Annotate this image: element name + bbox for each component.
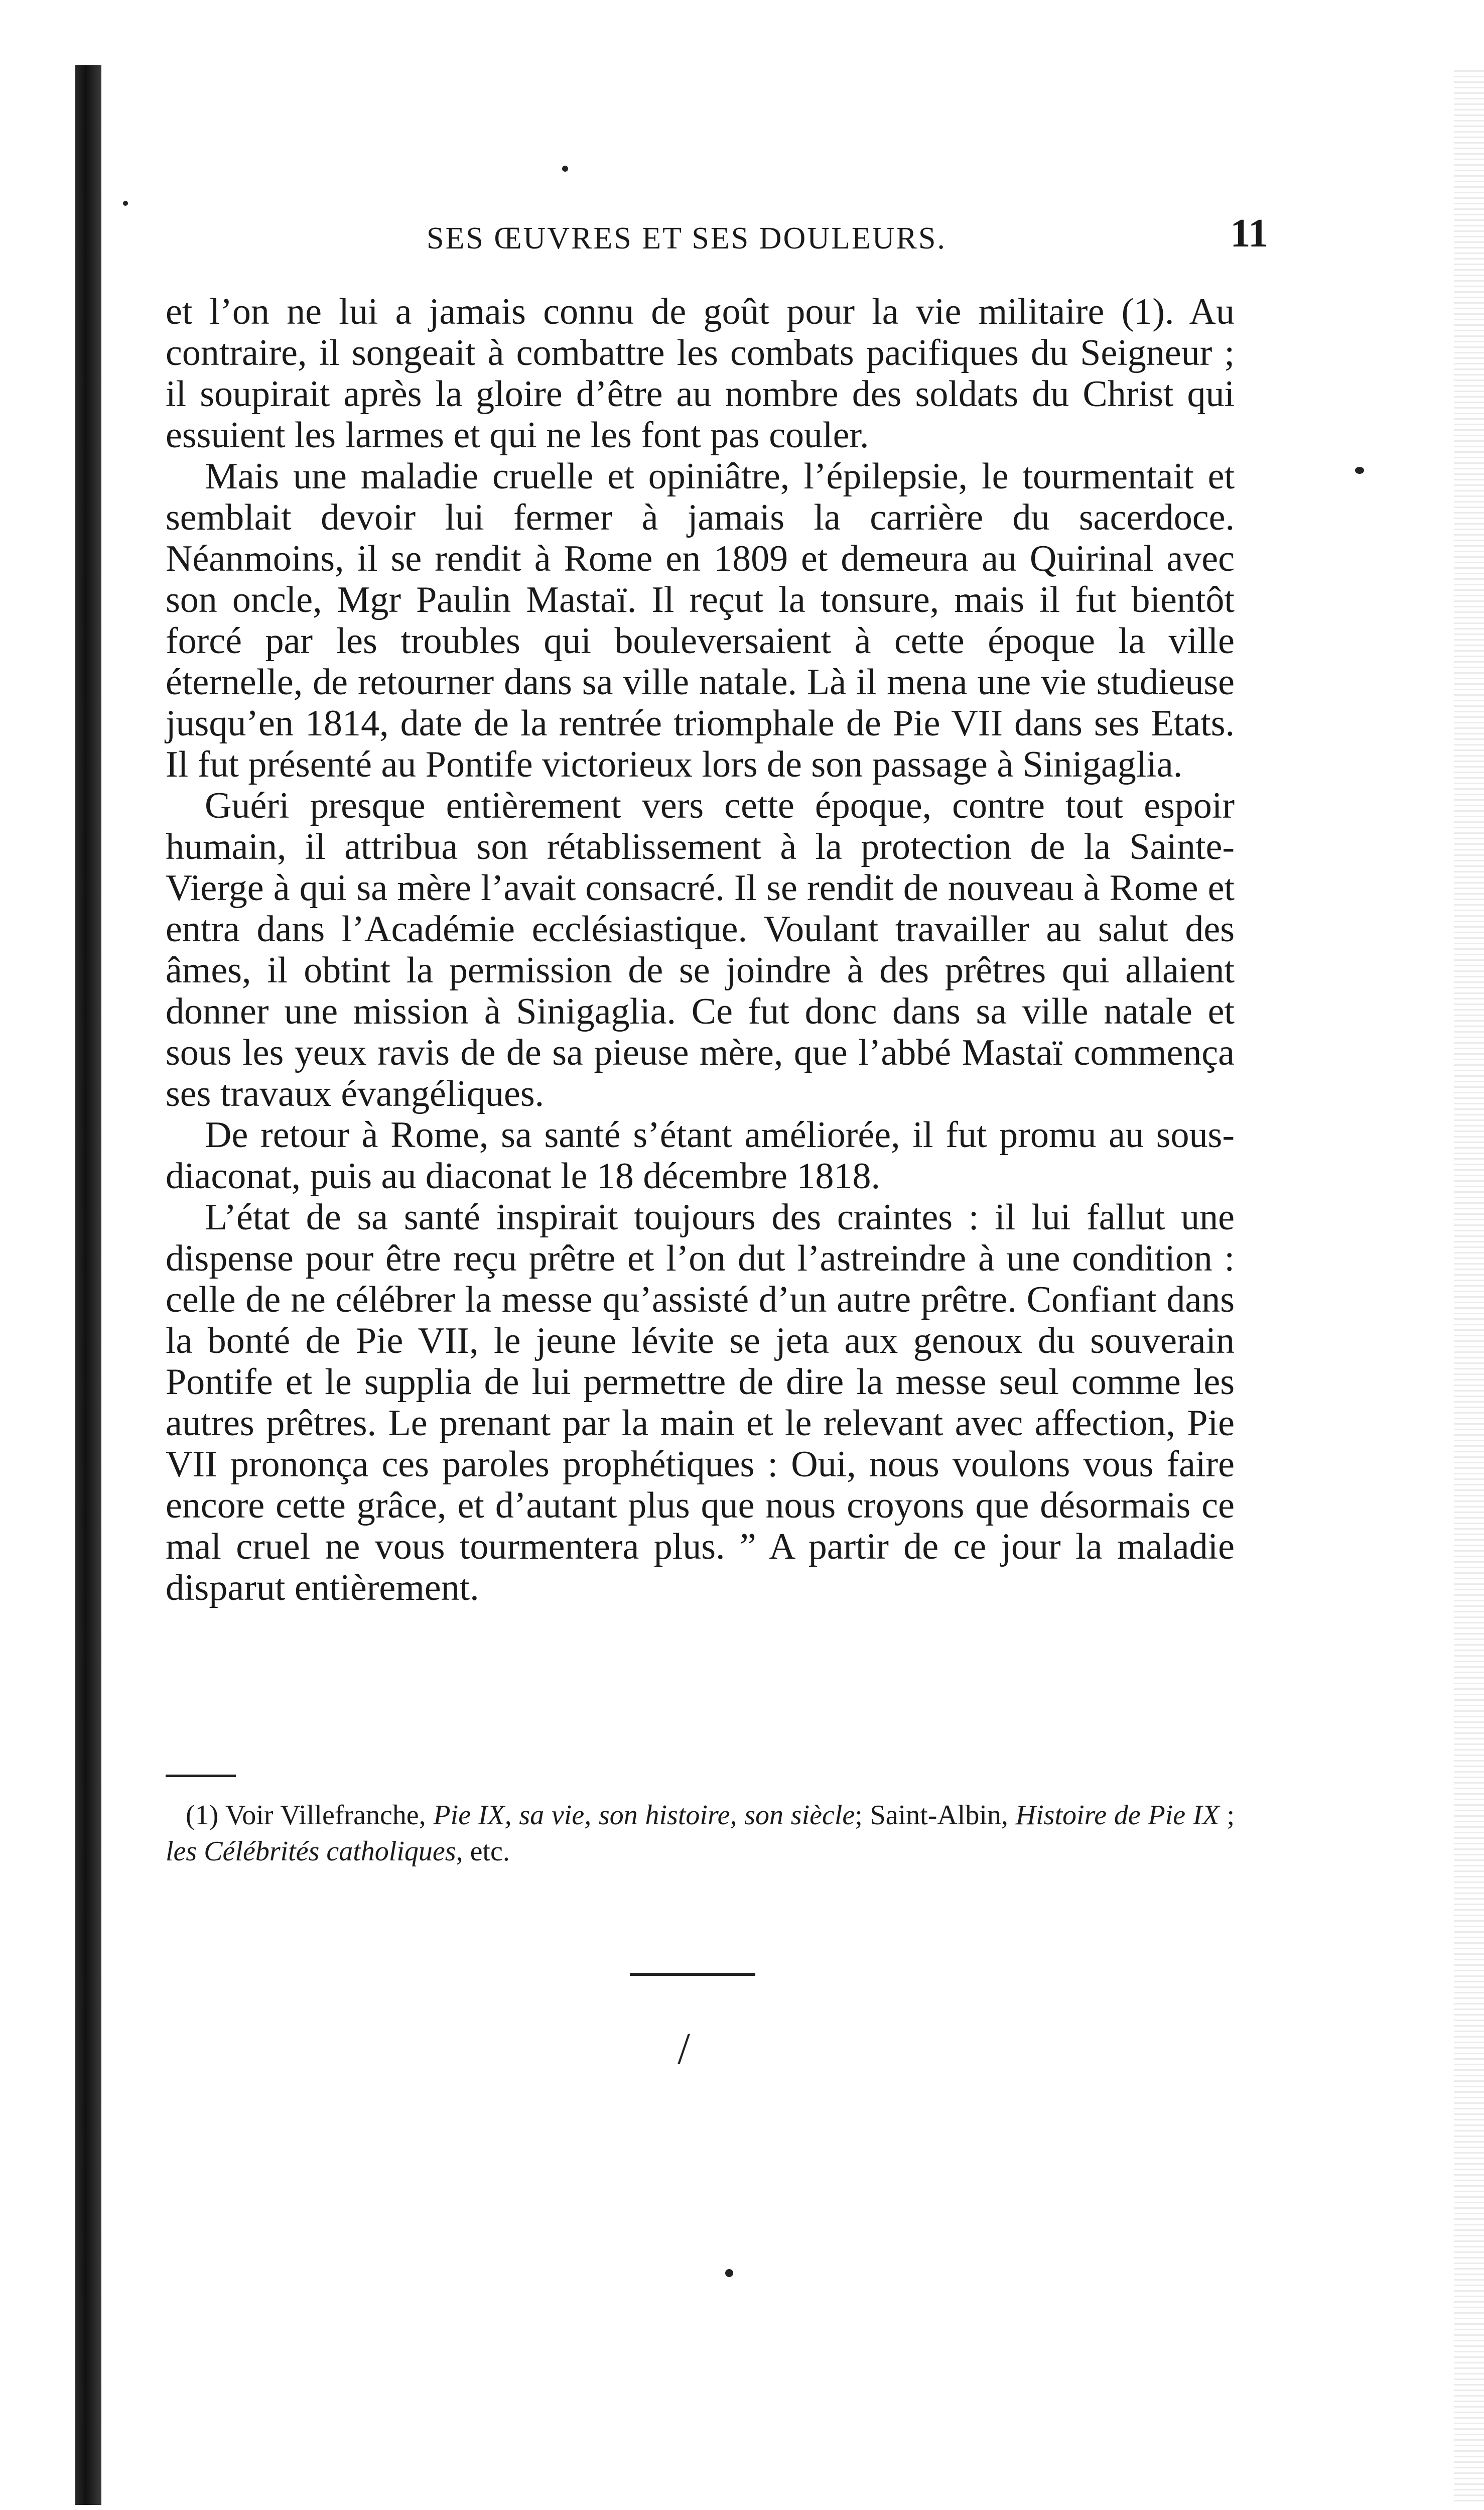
binding-edge bbox=[75, 65, 101, 2505]
footnote-marker: (1) bbox=[186, 1800, 219, 1831]
footnote-title: les Célébrités catholiques bbox=[166, 1836, 456, 1867]
paragraph: Mais une maladie cruelle et opiniâtre, l’épilepsie, le tourmentait et semblait devoir lui fermer à jamais la carrière du sacerdoce. Néanmoins, il se rendit à Rome en 1809 et demeura au Quirinal avec son oncle, Mgr Paulin Mastaï. Il reçut la tonsure, mais il fut bientôt forcé par les troubles qui bouleversaient à cette époque la ville éternelle, de retourner dans sa ville natale. Là il mena une vie studieuse jusqu’en 1814, date de la rentrée triomphale de Pie VII dans ses Etats. Il fut présenté au Pontife victorieux lors de son passage à Sinigaglia. bbox=[166, 456, 1235, 785]
paragraph: et l’on ne lui a jamais connu de goût pour la vie militaire (1). Au contraire, il songeait à combattre les combats pacifiques du Seigneur ; il soupirait après la gloire d’être au nombre des soldats du Christ qui essuient les larmes et qui ne les font pas couler. bbox=[166, 291, 1235, 456]
scan-speck bbox=[562, 166, 568, 172]
footnote-separator-rule bbox=[166, 1775, 236, 1777]
scan-speck bbox=[123, 201, 128, 206]
scan-speck bbox=[1355, 467, 1364, 474]
running-title: SES ŒUVRES ET SES DOULEURS. bbox=[427, 221, 947, 256]
paragraph: L’état de sa santé inspirait toujours des craintes : il lui fallut une dispense pour être reçu prêtre et l’on dut l’astreindre à une condition : celle de ne célébrer la messe qu’assisté d’un autre prêtre. Confiant dans la bonté de Pie VII, le jeune lévite se jeta aux genoux du souverain Pontife et le supplia de lui permettre de dire la messe seul comme les autres prêtres. Le prenant par la main et le relevant avec affection, Pie VII prononça ces paroles prophétiques : Oui, nous voulons vous faire encore cette grâce, et d’autant plus que nous croyons que désormais ce mal cruel ne vous tourmentera plus. ” A partir de ce jour la maladie disparut entièrement. bbox=[166, 1197, 1235, 1608]
paragraph: De retour à Rome, sa santé s’étant améliorée, il fut promu au sous-diaconat, puis au diaconat le 18 décembre 1818. bbox=[166, 1114, 1235, 1197]
footnote-lead: Voir Villefranche, bbox=[225, 1800, 426, 1831]
running-head bbox=[166, 211, 1268, 271]
scan-speck bbox=[725, 2269, 733, 2277]
body-text bbox=[166, 291, 1235, 1608]
footnote-tail: , etc. bbox=[456, 1836, 510, 1867]
footnote-title: Pie IX, sa vie, son histoire, son siècle bbox=[433, 1800, 855, 1831]
footnote-separator: ; Saint-Albin, bbox=[855, 1800, 1008, 1831]
page-number: 11 bbox=[1230, 211, 1268, 256]
footnote bbox=[166, 1797, 1235, 1869]
end-rule bbox=[630, 1973, 755, 1976]
footnote-title: Histoire de Pie IX bbox=[1015, 1800, 1220, 1831]
page-edge-scan-noise bbox=[1454, 70, 1484, 2505]
stray-pen-mark: / bbox=[678, 2024, 691, 2074]
paragraph: Guéri presque entièrement vers cette époque, contre tout espoir humain, il attribua son rétablissement à la protection de la Sainte-Vierge à qui sa mère l’avait consacré. Il se rendit de nouveau à Rome et entra dans l’Académie ecclésiastique. Voulant travailler au salut des âmes, il obtint la permission de se joindre à des prêtres qui allaient donner une mission à Sinigaglia. Ce fut donc dans sa ville natale et sous les yeux ravis de de sa pieuse mère, que l’abbé Mastaï commença ses travaux évangéliques. bbox=[166, 785, 1235, 1114]
footnote-separator: ; bbox=[1227, 1800, 1235, 1831]
